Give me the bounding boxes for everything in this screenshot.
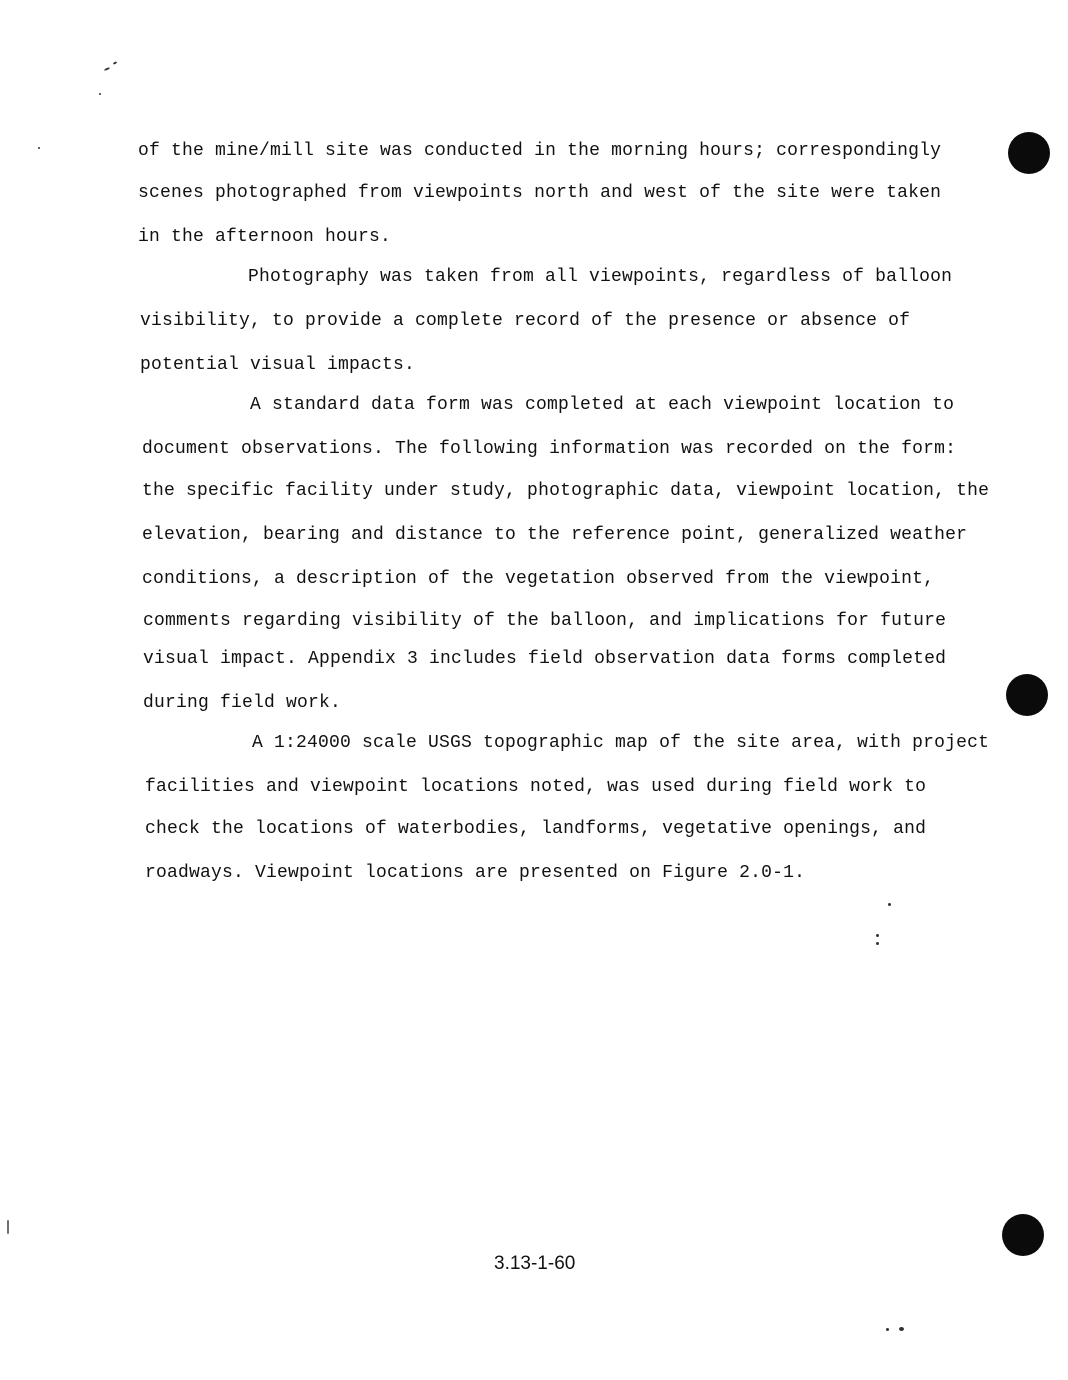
text-line: visibility, to provide a complete record of the presence or absence of xyxy=(140,311,911,331)
text-line: elevation, bearing and distance to the reference point, generalized weather xyxy=(142,525,968,545)
scan-speck xyxy=(7,1220,9,1234)
text-line: of the mine/mill site was conducted in the morning hours; correspondingly xyxy=(138,141,942,161)
scan-speck xyxy=(876,942,879,945)
binder-hole-middle xyxy=(1006,674,1048,716)
text-line: the specific facility under study, photographic data, viewpoint location, the xyxy=(142,481,990,501)
text-line: Photography was taken from all viewpoints, regardless of balloon xyxy=(248,267,953,287)
text-line: document observations. The following information was recorded on the form: xyxy=(142,439,957,459)
scan-speck xyxy=(899,1327,904,1331)
text-line: in the afternoon hours. xyxy=(138,227,392,247)
text-line: facilities and viewpoint locations noted, was used during field work to xyxy=(145,777,927,797)
text-line: visual impact. Appendix 3 includes field observation data forms completed xyxy=(143,649,947,669)
binder-hole-top xyxy=(1008,132,1050,174)
text-line: conditions, a description of the vegetation observed from the viewpoint, xyxy=(142,569,935,589)
text-line: comments regarding visibility of the balloon, and implications for future xyxy=(143,611,947,631)
text-line: A 1:24000 scale USGS topographic map of the site area, with project xyxy=(252,733,990,753)
scan-speck xyxy=(886,1328,889,1331)
text-line: scenes photographed from viewpoints north and west of the site were taken xyxy=(138,183,942,203)
text-line: A standard data form was completed at each viewpoint location to xyxy=(250,395,955,415)
scan-speck xyxy=(38,147,40,149)
scan-speck xyxy=(99,93,101,95)
scan-speck xyxy=(113,61,117,65)
page-number: 3.13-1-60 xyxy=(494,1253,576,1274)
binder-hole-bottom xyxy=(1002,1214,1044,1256)
scan-speck xyxy=(876,934,879,937)
text-line: potential visual impacts. xyxy=(140,355,416,375)
scan-speck xyxy=(104,67,110,71)
text-line: roadways. Viewpoint locations are presented on Figure 2.0-1. xyxy=(145,863,806,883)
scan-speck xyxy=(888,903,891,906)
text-line: check the locations of waterbodies, landforms, vegetative openings, and xyxy=(145,819,927,839)
text-line: during field work. xyxy=(143,693,342,713)
